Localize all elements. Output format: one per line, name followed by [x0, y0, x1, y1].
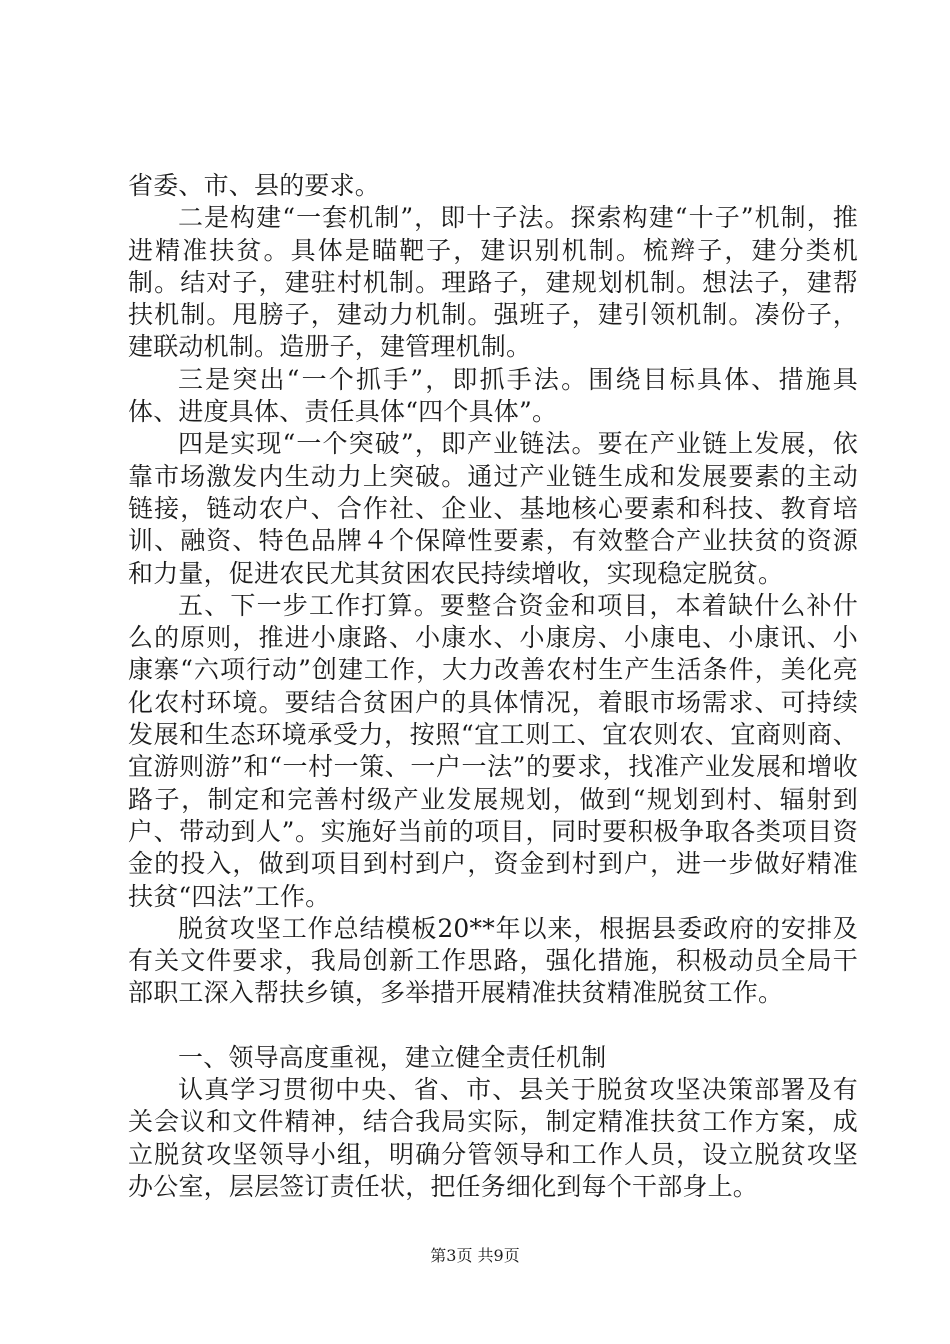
paragraph-summary-intro: 脱贫攻坚工作总结模板20**年以来，根据县委政府的安排及有关文件要求，我局创新工作思路，强化措施，积极动员全局干部职工深入帮扶乡镇，多举措开展精准扶贫精准脱贫工作。: [128, 913, 858, 1008]
paragraph-continuation: 省委、市、县的要求。: [128, 171, 381, 200]
paragraph-grip: 三是突出“一个抓手”，即抓手法。围绕目标具体、措施具体、进度具体、责任具体“四个具体”。: [128, 364, 858, 427]
paragraph-next-steps: 五、下一步工作打算。要整合资金和项目，本着缺什么补什么的原则，推进小康路、小康水、小康房、小康电、小康讯、小康寨“六项行动”创建工作，大力改善农村生产生活条件，美化亮化农村环境。要结合贫困户的具体情况，着眼市场需求、可持续发展和生态环境承受力，按照“宜工则工、宜农则农、宜商则商、宜游则游”和“一村一策、一户一法”的要求，找准产业发展和增收路子，制定和完善村级产业发展规划，做到“规划到村、辐射到户、带动到人”。实施好当前的项目，同时要积极争取各类项目资金的投入，做到项目到村到户，资金到村到户，进一步做好精准扶贫“四法”工作。: [128, 590, 858, 911]
document-body: [128, 170, 858, 1203]
paragraph-leadership: 认真学习贯彻中央、省、市、县关于脱贫攻坚决策部署及有关会议和文件精神，结合我局实际，制定精准扶贫工作方案，成立脱贫攻坚领导小组，明确分管领导和工作人员，设立脱贫攻坚办公室，层层签订责任状，把任务细化到每个干部身上。: [128, 1075, 858, 1201]
page-footer: [0, 1243, 950, 1266]
section-heading: 一、领导高度重视，建立健全责任机制: [178, 1042, 607, 1072]
paragraph-mechanism: 二是构建“一套机制”，即十子法。探索构建“十子”机制，推进精准扶贫。具体是瞄靶子，建识别机制。梳辫子，建分类机制。结对子，建驻村机制。理路子，建规划机制。想法子，建帮扶机制。甩膀子，建动力机制。强班子，建引领机制。凑份子，建联动机制。造册子，建管理机制。: [128, 203, 858, 362]
paragraph-breakthrough: 四是实现“一个突破”，即产业链法。要在产业链上发展，依靠市场激发内生动力上突破。通过产业链生成和发展要素的主动链接，链动农户、合作社、企业、基地核心要素和科技、教育培训、融资、特色品牌４个保障性要素，有效整合产业扶贫的资源和力量，促进农民尤其贫困农民持续增收，实现稳定脱贫。: [128, 429, 858, 588]
page-indicator: 第3页 共9页: [430, 1246, 520, 1265]
